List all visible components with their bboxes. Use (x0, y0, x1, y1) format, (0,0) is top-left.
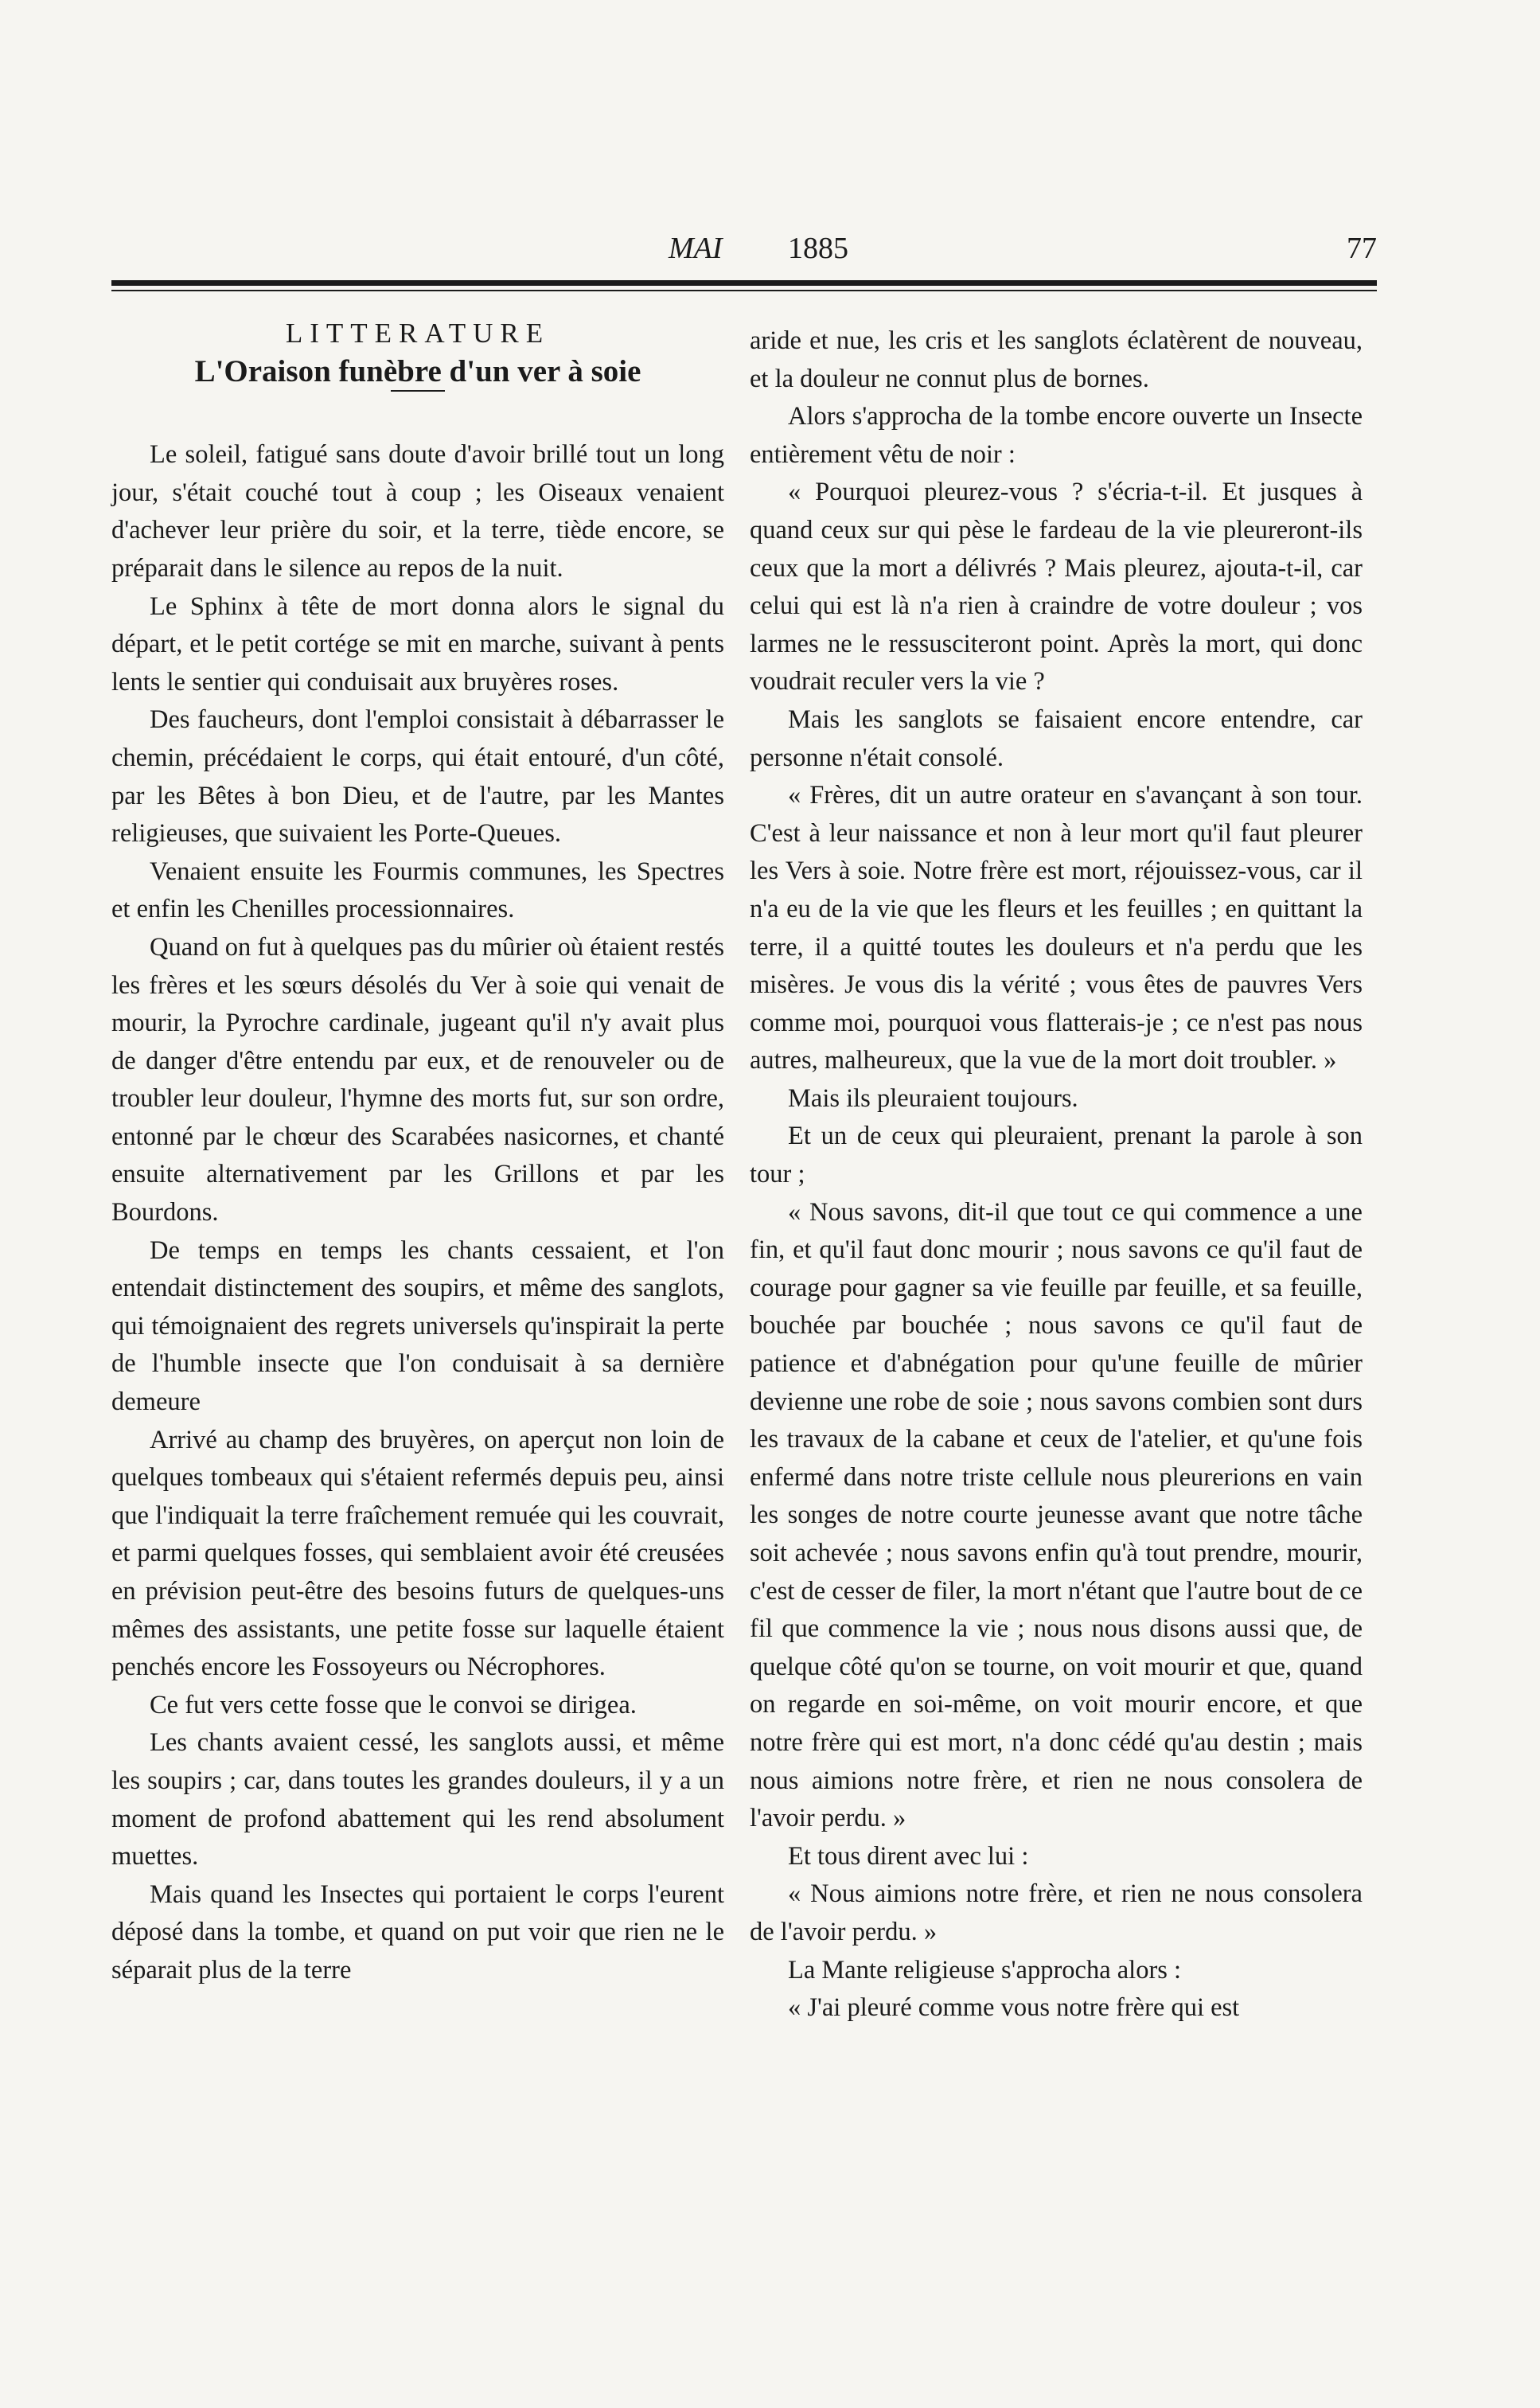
paragraph: « Nous aimions notre frère, et rien ne nous consolera de l'avoir perdu. » (750, 1879, 1363, 1946)
paragraph: Quand on fut à quelques pas du mûrier où étaient restés les frères et les sœurs désolés du Ver à soie qui venait de mourir, la Pyrochre cardinale, jugeant qu'il n'y avait plus de danger d'être entendu par eux, et de renouveler ou de troubler leur douleur, l'hymne des morts fut, sur son ordre, entonné par le chœur des Scarabées nasicornes, et chanté ensuite alternativement par les Grillons et par les Bourdons. (111, 932, 725, 1227)
paragraph: De temps en temps les chants cessaient, et l'on entendait distinctement des soupirs, et même des sanglots, qui témoignaient des regrets universels qu'inspirait la perte de l'humble insecte que l'on conduisait à sa dernière demeure (111, 1235, 724, 1417)
paragraph: « J'ai pleuré comme vous notre frère qui est (788, 1993, 1240, 2023)
paragraph: Ce fut vers cette fosse que le convoi se dirigea. (150, 1690, 637, 1719)
paragraph: « Pourquoi pleurez-vous ? s'écria-t-il. Et jusques à quand ceux sur qui pèse le fardeau de la vie pleureront-ils ceux que la mort a délivrés ? Mais pleurez, ajouta-t-il, car celui qui est là n'a rien à craindre de votre douleur ; vos larmes ne le ressusciteront point. Après la mort, qui donc voudrait reculer vers la vie ? (750, 478, 1363, 697)
paragraph: Mais les sanglots se faisaient encore entendre, car personne n'était consolé. (750, 704, 1363, 772)
paragraph: Et tous dirent avec lui : (788, 1841, 1029, 1871)
article-title: L'Oraison funèbre d'un ver à soie (194, 353, 641, 388)
paragraph: Le soleil, fatigué sans doute d'avoir brillé tout un long jour, s'était couché tout à coup ; les Oiseaux venaient d'achever leur prière du soir, et la terre, tiède encore, se préparait dans le silence au repos de la nuit. (111, 440, 724, 583)
header-rule-thick (111, 280, 1377, 286)
paragraph: Alors s'approcha de la tombe encore ouverte un Insecte entièrement vêtu de noir : (750, 402, 1363, 469)
paragraph: Les chants avaient cessé, les sanglots aussi, et même les soupirs ; car, dans toutes les grandes douleurs, il y a un moment de profond abattement qui les rend absolument muettes. (111, 1728, 724, 1871)
right-column (750, 322, 1363, 2392)
header-month: MAI (669, 232, 723, 265)
header-rule-thin (111, 290, 1377, 291)
left-column (111, 314, 724, 2384)
paragraph: « Frères, dit un autre orateur en s'avançant à son tour. C'est à leur naissance et non à leur mort qu'il faut pleurer les Vers à soie. Notre frère est mort, réjouissez-vous, car il n'a eu de la vie que les fleurs et les feuilles ; en quittant la terre, il a quitté toutes les douleurs et n'a perdu que les misères. Je vous dis la vérité ; vous êtes de pauvres Vers comme moi, pourquoi vous flatterais-je ; ce n'est pas nous autres, malheureux, que la vue de la mort doit troubler. » (750, 781, 1363, 1075)
paragraph: Mais ils pleuraient toujours. (788, 1083, 1078, 1113)
paragraph: Venaient ensuite les Fourmis communes, les Spectres et enfin les Chenilles processionnaires. (111, 857, 724, 924)
paragraph: Et un de ceux qui pleuraient, prenant la parole à son tour ; (750, 1122, 1363, 1189)
section-title: LITTERATURE (285, 318, 551, 349)
header-year: 1885 (788, 232, 848, 265)
paragraph: Le Sphinx à tête de mort donna alors le signal du départ, et le petit cortége se mit en marche, suivant à pents lents le sentier qui conduisait aux bruyères roses. (111, 591, 724, 697)
paragraph: Mais quand les Insectes qui portaient le corps l'eurent déposé dans la tombe, et quand on put voir que rien ne le séparait plus de la terre (111, 1879, 724, 1985)
page-number: 77 (1347, 232, 1377, 265)
page-header (111, 231, 1377, 279)
paragraph: Des faucheurs, dont l'emploi consistait à débarrasser le chemin, précédaient le corps, qui était entouré, d'un côté, par les Bêtes à bon Dieu, et de l'autre, par les Mantes religieuses, que suivaient les Porte-Queues. (111, 705, 724, 849)
paragraph: La Mante religieuse s'approcha alors : (788, 1955, 1182, 1985)
paragraph: aride et nue, les cris et les sanglots éclatèrent de nouveau, et la douleur ne connut plus de bornes. (750, 326, 1363, 393)
paragraph: « Nous savons, dit-il que tout ce qui commence a une fin, et qu'il faut donc mourir ; nous savons ce qu'il faut de courage pour gagner sa vie feuille par feuille, et sa feuille, bouchée par bouchée ; nous savons ce qu'il faut de patience et d'abnégation pour qu'une feuille de mûrier devienne une robe de soie ; nous savons combien sont durs les travaux de la cabane et ceux de l'atelier, et qu'une fois enfermé dans notre triste cellule nous pleurerions en vain les songes de notre courte jeunesse avant que notre tâche soit achevée ; nous savons enfin qu'à tout prendre, mourir, c'est de cesser de filer, la mort n'étant que l'autre bout de ce fil que commence la vie ; nous nous disons aussi que, de quelque côté qu'on se tourne, on voit mourir et que, quand on regarde en soi-même, on voit mourir encore, et que notre frère qui est mort, n'a donc cédé qu'au destin ; mais nous aimions notre frère, et rien ne nous consolera de l'avoir perdu. » (750, 1197, 1363, 1833)
paragraph: Arrivé au champ des bruyères, on aperçut non loin de quelques tombeaux qui s'étaient refermés depuis peu, ainsi que l'indiquait la terre fraîchement remuée qui les couvrait, et parmi quelques fosses, qui semblaient avoir été creusées en prévision peut-être des besoins futurs de quelques-uns mêmes des assistants, une petite fosse sur laquelle étaient penchés encore les Fossoyeurs ou Nécrophores. (111, 1425, 724, 1682)
title-divider (391, 390, 445, 392)
